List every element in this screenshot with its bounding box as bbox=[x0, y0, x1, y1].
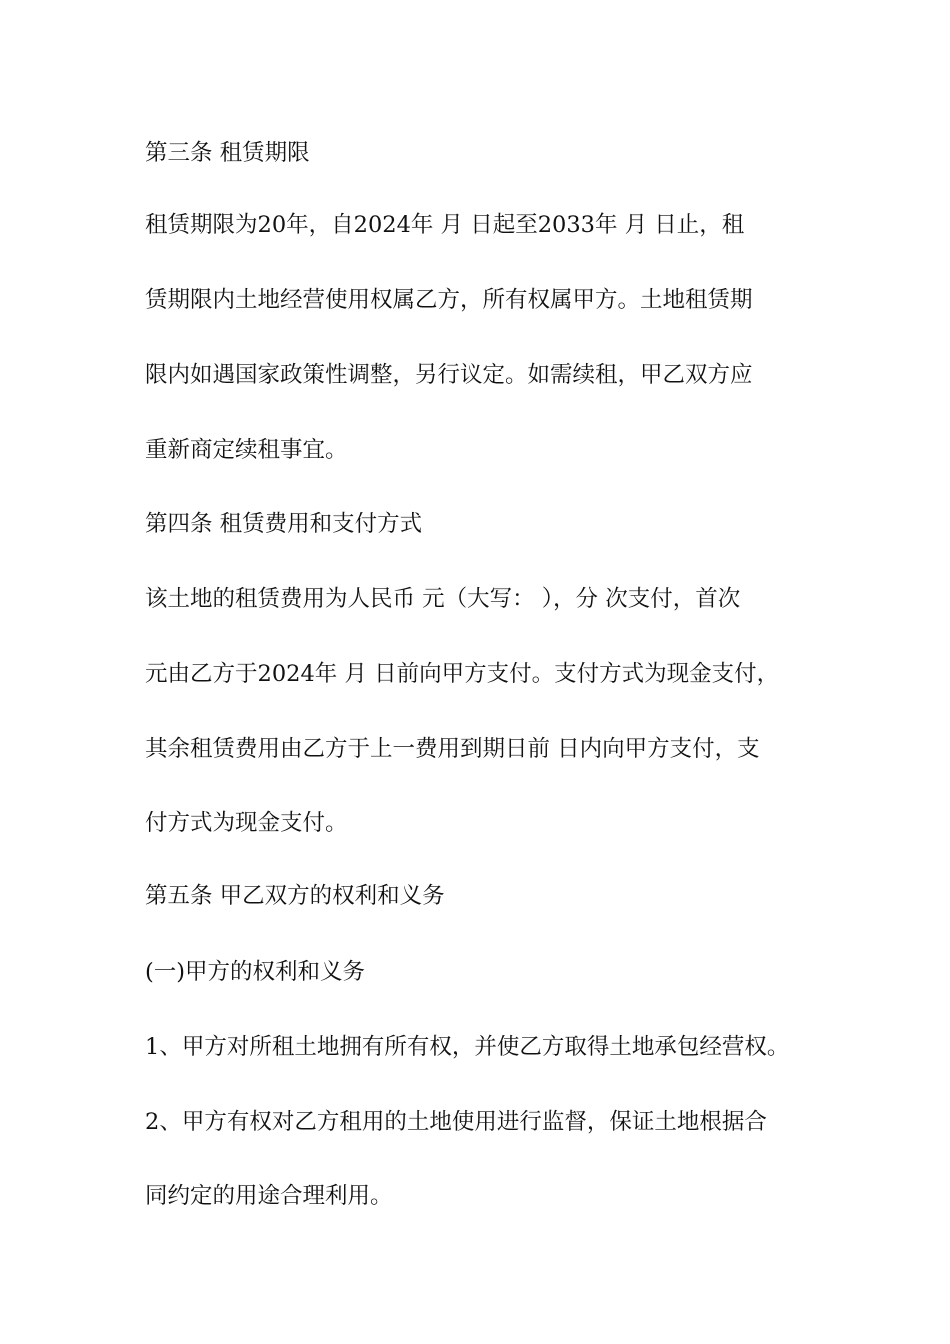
paragraph-line: 限内如遇国家政策性调整，另行议定。如需续租，甲乙双方应 bbox=[145, 362, 753, 388]
list-item: 1、甲方对所租土地拥有所有权，并使乙方取得土地承包经营权。 bbox=[145, 1034, 790, 1060]
article-4-heading: 第四条 租赁费用和支付方式 bbox=[145, 511, 423, 537]
article-5-heading: 第五条 甲乙双方的权利和义务 bbox=[145, 883, 445, 909]
paragraph-line: 付方式为现金支付。 bbox=[145, 810, 348, 836]
paragraph-line: 租赁期限为20年，自2024年 月 日起至2033年 月 日止，租 bbox=[145, 212, 745, 238]
paragraph-line: 赁期限内土地经营使用权属乙方，所有权属甲方。土地租赁期 bbox=[145, 287, 753, 313]
paragraph-line: 同约定的用途合理利用。 bbox=[145, 1183, 393, 1209]
paragraph-line: 重新商定续租事宜。 bbox=[145, 437, 348, 463]
paragraph-line: 元由乙方于2024年 月 日前向甲方支付。支付方式为现金支付， bbox=[145, 661, 780, 687]
paragraph-line: 该土地的租赁费用为人民币 元（大写： ），分 次支付，首次 bbox=[145, 586, 741, 612]
article-3-heading: 第三条 租赁期限 bbox=[145, 140, 310, 166]
list-item: 2、甲方有权对乙方租用的土地使用进行监督，保证土地根据合 bbox=[145, 1109, 767, 1135]
subsection-heading: (一)甲方的权利和义务 bbox=[145, 959, 366, 985]
paragraph-line: 其余租赁费用由乙方于上一费用到期日前 日内向甲方支付，支 bbox=[145, 736, 760, 762]
